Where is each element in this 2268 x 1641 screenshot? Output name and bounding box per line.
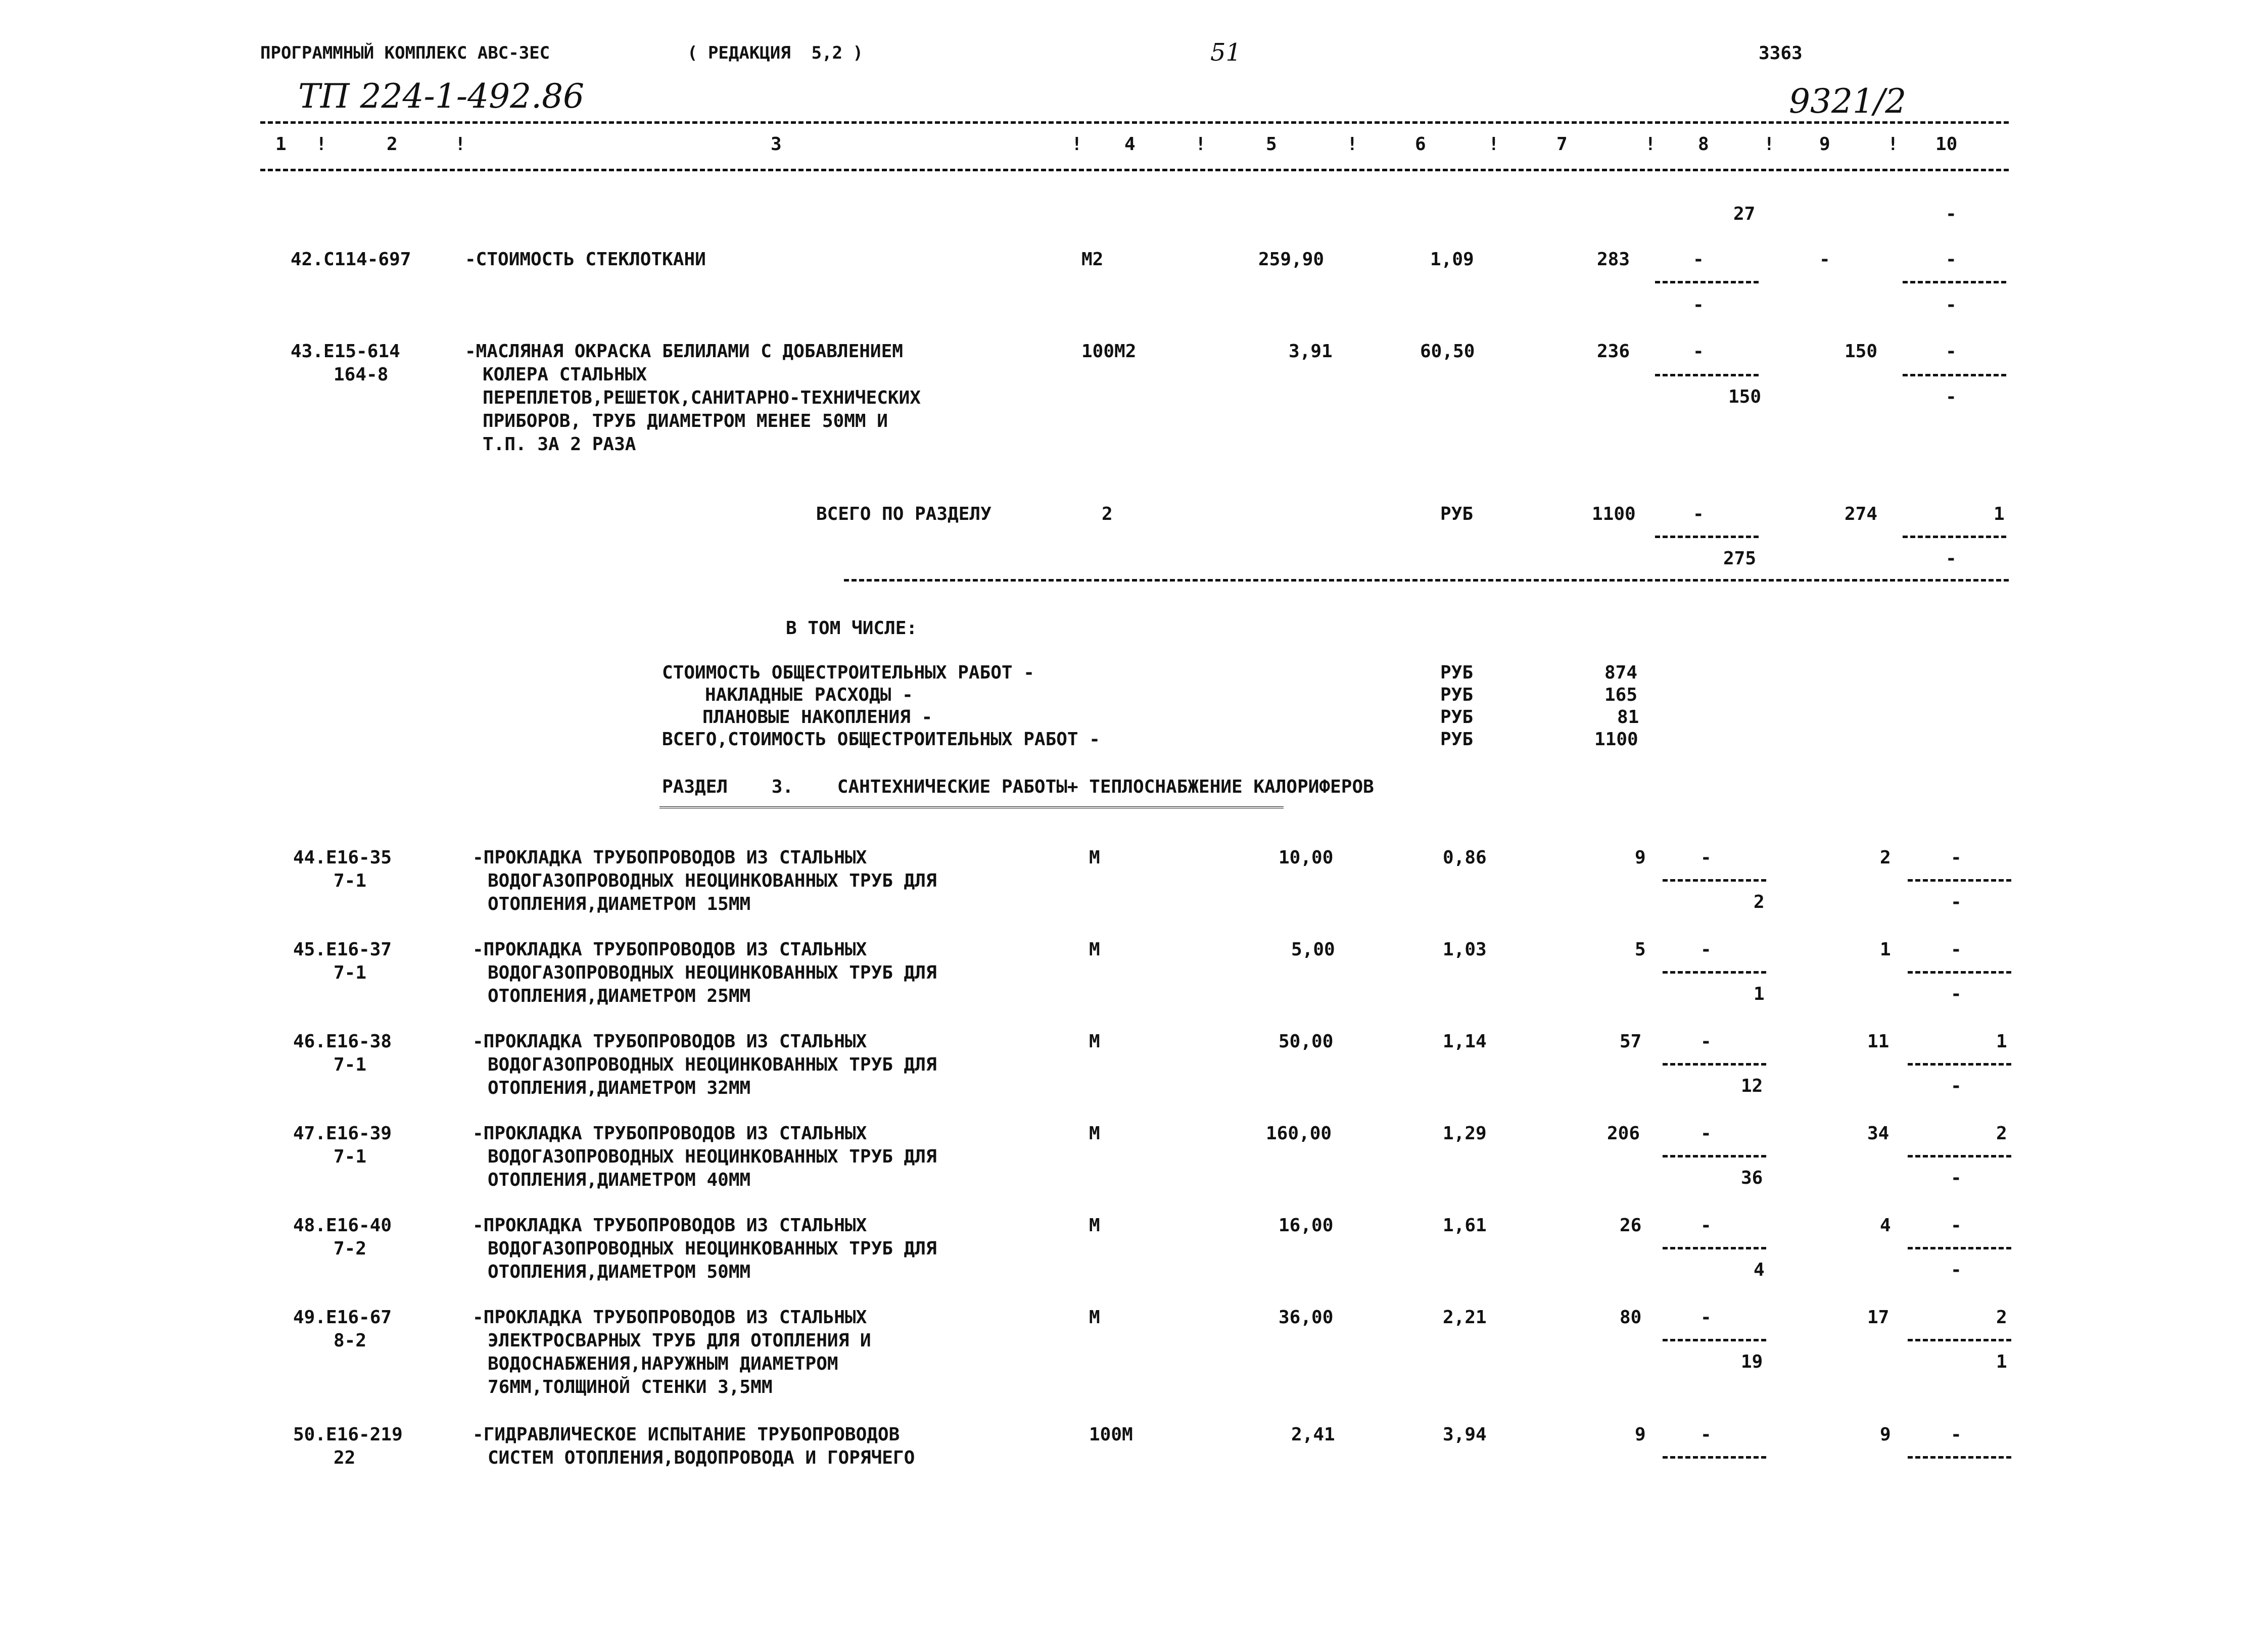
including-item-value: 1100	[1594, 729, 1638, 750]
page-number: 51	[1210, 38, 1242, 67]
row-description: ВОДОГАЗОПРОВОДНЫХ НЕОЦИНКОВАННЫХ ТРУБ ДЛЯ	[488, 871, 937, 891]
row-col10-rule	[1903, 374, 2006, 376]
row-description: ВОДОГАЗОПРОВОДНЫХ НЕОЦИНКОВАННЫХ ТРУБ ДЛЯ	[488, 1054, 937, 1075]
row-code: 7-2	[334, 1238, 367, 1259]
section-total-col10-rule	[1903, 536, 2006, 538]
row-col10-bottom: -	[1946, 295, 1957, 315]
row-col9: 4	[1880, 1215, 1891, 1236]
section-total-label: ВСЕГО ПО РАЗДЕЛУ	[816, 504, 991, 524]
row-description: ЭЛЕКТРОСВАРНЫХ ТРУБ ДЛЯ ОТОПЛЕНИЯ И	[488, 1330, 871, 1351]
program-title: ПРОГРАММНЫЙ КОМПЛЕКС АВС-ЗЕС	[260, 43, 550, 63]
row-code: 7-1	[334, 1054, 367, 1075]
row-col10-bottom: -	[1946, 387, 1957, 407]
row-number: 43.Е15-614	[291, 341, 400, 362]
row-total: 206	[1607, 1123, 1640, 1144]
row-col9: 1	[1880, 939, 1891, 960]
row-description: -ПРОКЛАДКА ТРУБОПРОВОДОВ ИЗ СТАЛЬНЫХ	[472, 847, 867, 868]
row-total: 283	[1597, 249, 1630, 270]
column-number: 3	[771, 134, 782, 155]
row-quantity: 2,41	[1291, 1424, 1335, 1445]
row-unit: М	[1089, 1031, 1100, 1052]
section-3-title: РАЗДЕЛ 3. САНТЕХНИЧЕСКИЕ РАБОТЫ+ ТЕПЛОСНАБЖЕНИЕ КАЛОРИФЕРОВ	[662, 777, 1374, 797]
row-col10-bottom: -	[1951, 1076, 1962, 1096]
section-total-col8-top: -	[1693, 504, 1704, 524]
row-unit: М	[1089, 847, 1100, 868]
row-col8-bottom: 4	[1754, 1260, 1765, 1280]
row-number: 47.Е16-39	[293, 1123, 392, 1144]
row-col10-bottom: -	[1951, 984, 1962, 1004]
column-separator: !	[316, 134, 327, 155]
row-col8-bottom: 19	[1741, 1352, 1763, 1372]
row-col10-rule	[1908, 1155, 2011, 1157]
row-code: 7-1	[334, 871, 367, 891]
row-total: 9	[1635, 1424, 1646, 1445]
column-number: 7	[1556, 134, 1568, 155]
section-total-col10-bottom: -	[1946, 548, 1957, 569]
header-rule-top	[260, 121, 2009, 124]
row-number: 45.Е16-37	[293, 939, 392, 960]
including-item-label: ВСЕГО,СТОИМОСТЬ ОБЩЕСТРОИТЕЛЬНЫХ РАБОТ -	[662, 729, 1100, 750]
row-price: 1,14	[1443, 1031, 1487, 1052]
row-code: 8-2	[334, 1330, 367, 1351]
row-description: СИСТЕМ ОТОПЛЕНИЯ,ВОДОПРОВОДА И ГОРЯЧЕГО	[488, 1447, 915, 1468]
row-price: 60,50	[1420, 341, 1475, 362]
row-code: 164-8	[334, 364, 389, 385]
row-col10-top: 2	[1996, 1123, 2007, 1144]
row-number: 48.Е16-40	[293, 1215, 392, 1236]
row-description: 76ММ,ТОЛЩИНОЙ СТЕНКИ 3,5ММ	[488, 1377, 773, 1397]
section-3-underline	[659, 806, 1284, 808]
row-total: 26	[1620, 1215, 1642, 1236]
row-description: -ПРОКЛАДКА ТРУБОПРОВОДОВ ИЗ СТАЛЬНЫХ	[472, 1215, 867, 1236]
row-col10-top: -	[1946, 341, 1957, 362]
row-col10-top: -	[1946, 249, 1957, 270]
sheet-code: 9321/2	[1789, 82, 1907, 121]
row-quantity: 3,91	[1289, 341, 1333, 362]
row-unit: 100М	[1089, 1424, 1133, 1445]
row-col8-rule	[1663, 1063, 1766, 1066]
section-total-unit: РУБ	[1440, 504, 1474, 524]
row-description: Т.П. ЗА 2 РАЗА	[483, 434, 636, 455]
row-description: -ПРОКЛАДКА ТРУБОПРОВОДОВ ИЗ СТАЛЬНЫХ	[472, 939, 867, 960]
row-price: 1,61	[1443, 1215, 1487, 1236]
row-col10-top: -	[1951, 1215, 1962, 1236]
row-number: 50.Е16-219	[293, 1424, 403, 1445]
including-item-label: НАКЛАДНЫЕ РАСХОДЫ -	[705, 685, 913, 705]
row-col9: -	[1819, 249, 1830, 270]
row-number: 42.С114-697	[291, 249, 411, 270]
row-unit: 100М2	[1081, 341, 1137, 362]
including-item-unit: РУБ	[1440, 707, 1474, 728]
row-col8-bottom: 36	[1741, 1168, 1763, 1188]
row-col9: 34	[1867, 1123, 1889, 1144]
row-description: ОТОПЛЕНИЯ,ДИАМЕТРОМ 25ММ	[488, 986, 751, 1006]
column-number: 10	[1935, 134, 1958, 155]
row-col8-rule	[1655, 281, 1759, 283]
document-number: 3363	[1759, 43, 1803, 64]
row-col10-top: 1	[1996, 1031, 2007, 1052]
including-item-value: 81	[1617, 707, 1639, 728]
row-description: ПРИБОРОВ, ТРУБ ДИАМЕТРОМ МЕНЕЕ 50ММ И	[483, 411, 888, 431]
row-col8-top: -	[1700, 1215, 1712, 1236]
including-item-unit: РУБ	[1440, 685, 1474, 705]
row-price: 1,03	[1443, 939, 1487, 960]
column-separator: !	[1488, 134, 1499, 155]
column-number: 4	[1124, 134, 1136, 155]
including-item-value: 874	[1604, 662, 1638, 683]
carry-over-col8: 27	[1733, 204, 1756, 224]
row-description: -ГИДРАВЛИЧЕСКОЕ ИСПЫТАНИЕ ТРУБОПРОВОДОВ	[472, 1424, 900, 1445]
row-col9: 2	[1880, 847, 1891, 868]
carry-over-col10: -	[1946, 204, 1957, 224]
section-total-col9: 274	[1845, 504, 1878, 524]
section-total-col8-bottom: 275	[1723, 548, 1757, 569]
row-total: 5	[1635, 939, 1646, 960]
row-col8-bottom: 150	[1728, 387, 1762, 407]
row-description: -ПРОКЛАДКА ТРУБОПРОВОДОВ ИЗ СТАЛЬНЫХ	[472, 1123, 867, 1144]
row-col8-rule	[1663, 1247, 1766, 1249]
row-description: ОТОПЛЕНИЯ,ДИАМЕТРОМ 50ММ	[488, 1262, 751, 1282]
row-code: 7-1	[334, 1146, 367, 1167]
row-total: 9	[1635, 847, 1646, 868]
including-item-value: 165	[1604, 685, 1638, 705]
including-label: В ТОМ ЧИСЛЕ:	[786, 618, 918, 639]
including-item-label: ПЛАНОВЫЕ НАКОПЛЕНИЯ -	[702, 707, 933, 728]
row-col8-top: -	[1700, 1424, 1712, 1445]
row-unit: М	[1089, 939, 1100, 960]
including-item-unit: РУБ	[1440, 729, 1474, 750]
row-col10-bottom: -	[1951, 1168, 1962, 1188]
row-col10-top: -	[1951, 1424, 1962, 1445]
row-col10-rule	[1908, 879, 2011, 882]
row-number: 44.Е16-35	[293, 847, 392, 868]
column-separator: !	[1347, 134, 1358, 155]
row-description: ОТОПЛЕНИЯ,ДИАМЕТРОМ 32ММ	[488, 1078, 751, 1098]
row-col8-rule	[1663, 1155, 1766, 1157]
row-col8-rule	[1663, 1339, 1766, 1341]
row-quantity: 259,90	[1258, 249, 1325, 270]
row-col10-top: -	[1951, 847, 1962, 868]
column-number: 6	[1415, 134, 1426, 155]
row-total: 57	[1620, 1031, 1642, 1052]
row-code: 7-1	[334, 962, 367, 983]
header-rule-bottom	[260, 169, 2009, 171]
row-price: 1,29	[1443, 1123, 1487, 1144]
row-col10-rule	[1908, 1339, 2011, 1341]
row-quantity: 36,00	[1279, 1307, 1334, 1328]
row-col10-rule	[1903, 281, 2006, 283]
row-price: 1,09	[1430, 249, 1474, 270]
row-col8-top: -	[1693, 341, 1704, 362]
row-col10-rule	[1908, 1063, 2011, 1066]
row-col8-rule	[1663, 879, 1766, 882]
row-quantity: 16,00	[1279, 1215, 1334, 1236]
section-total-col8-rule	[1655, 536, 1759, 538]
row-description: -ПРОКЛАДКА ТРУБОПРОВОДОВ ИЗ СТАЛЬНЫХ	[472, 1031, 867, 1052]
row-quantity: 5,00	[1291, 939, 1335, 960]
column-separator: !	[1071, 134, 1082, 155]
row-col9: 9	[1880, 1424, 1891, 1445]
project-code: ТП 224-1-492.86	[298, 77, 585, 116]
column-number: 5	[1266, 134, 1277, 155]
row-col10-top: 2	[1996, 1307, 2007, 1328]
row-col10-bottom: -	[1951, 1260, 1962, 1280]
including-item-unit: РУБ	[1440, 662, 1474, 683]
column-number: 2	[387, 134, 398, 155]
row-col10-top: -	[1951, 939, 1962, 960]
row-quantity: 10,00	[1279, 847, 1334, 868]
row-number: 46.Е16-38	[293, 1031, 392, 1052]
row-quantity: 160,00	[1266, 1123, 1332, 1144]
row-price: 0,86	[1443, 847, 1487, 868]
row-col8-bottom: -	[1693, 295, 1704, 315]
row-col9: 150	[1845, 341, 1878, 362]
row-col10-rule	[1908, 1247, 2011, 1249]
section-total-value: 1100	[1592, 504, 1636, 524]
row-col9: 11	[1867, 1031, 1889, 1052]
row-code: 22	[334, 1447, 356, 1468]
row-col8-rule	[1663, 1456, 1766, 1459]
row-col8-top: -	[1693, 249, 1704, 270]
section-total-section: 2	[1102, 504, 1113, 524]
row-total: 236	[1597, 341, 1630, 362]
row-unit: М	[1089, 1123, 1100, 1144]
row-total: 80	[1620, 1307, 1642, 1328]
row-col10-bottom: -	[1951, 892, 1962, 912]
row-price: 2,21	[1443, 1307, 1487, 1328]
row-description: ВОДОГАЗОПРОВОДНЫХ НЕОЦИНКОВАННЫХ ТРУБ ДЛЯ	[488, 962, 937, 983]
row-col8-rule	[1663, 971, 1766, 974]
column-separator: !	[1887, 134, 1899, 155]
column-separator: !	[455, 134, 466, 155]
row-col8-top: -	[1700, 1123, 1712, 1144]
row-col10-bottom: 1	[1996, 1352, 2007, 1372]
row-description: ВОДОСНАБЖЕНИЯ,НАРУЖНЫМ ДИАМЕТРОМ	[488, 1354, 838, 1374]
row-number: 49.Е16-67	[293, 1307, 392, 1328]
column-number: 8	[1698, 134, 1709, 155]
column-header-row	[0, 135, 2268, 156]
row-description: ВОДОГАЗОПРОВОДНЫХ НЕОЦИНКОВАННЫХ ТРУБ ДЛЯ	[488, 1146, 937, 1167]
column-number: 9	[1819, 134, 1830, 155]
row-description: -СТОИМОСТЬ СТЕКЛОТКАНИ	[465, 249, 706, 270]
edition-label: ( РЕДАКЦИЯ 5,2 )	[687, 43, 863, 63]
row-col9: 17	[1867, 1307, 1889, 1328]
row-price: 3,94	[1443, 1424, 1487, 1445]
including-item-label: СТОИМОСТЬ ОБЩЕСТРОИТЕЛЬНЫХ РАБОТ -	[662, 662, 1034, 683]
column-number: 1	[275, 134, 287, 155]
row-col8-top: -	[1700, 1307, 1712, 1328]
column-separator: !	[1645, 134, 1656, 155]
row-col8-top: -	[1700, 1031, 1712, 1052]
row-col10-rule	[1908, 971, 2011, 974]
column-separator: !	[1764, 134, 1775, 155]
column-separator: !	[1195, 134, 1206, 155]
row-description: ПЕРЕПЛЕТОВ,РЕШЕТОК,САНИТАРНО-ТЕХНИЧЕСКИХ	[483, 388, 921, 408]
row-description: -ПРОКЛАДКА ТРУБОПРОВОДОВ ИЗ СТАЛЬНЫХ	[472, 1307, 867, 1328]
section-total-col10-top: 1	[1994, 504, 2005, 524]
row-description: ОТОПЛЕНИЯ,ДИАМЕТРОМ 40ММ	[488, 1170, 751, 1190]
row-description: ВОДОГАЗОПРОВОДНЫХ НЕОЦИНКОВАННЫХ ТРУБ ДЛЯ	[488, 1238, 937, 1259]
row-col8-rule	[1655, 374, 1759, 376]
row-unit: М	[1089, 1215, 1100, 1236]
row-col8-bottom: 12	[1741, 1076, 1763, 1096]
row-col8-top: -	[1700, 939, 1712, 960]
section-total-rule	[844, 579, 2009, 582]
row-col8-bottom: 2	[1754, 892, 1765, 912]
row-quantity: 50,00	[1279, 1031, 1334, 1052]
row-col8-bottom: 1	[1754, 984, 1765, 1004]
row-description: -МАСЛЯНАЯ ОКРАСКА БЕЛИЛАМИ С ДОБАВЛЕНИЕМ	[465, 341, 903, 362]
row-col10-rule	[1908, 1456, 2011, 1459]
row-description: ОТОПЛЕНИЯ,ДИАМЕТРОМ 15ММ	[488, 894, 751, 914]
row-unit: М2	[1081, 249, 1104, 270]
row-col8-top: -	[1700, 847, 1712, 868]
row-unit: М	[1089, 1307, 1100, 1328]
row-description: КОЛЕРА СТАЛЬНЫХ	[483, 364, 647, 385]
